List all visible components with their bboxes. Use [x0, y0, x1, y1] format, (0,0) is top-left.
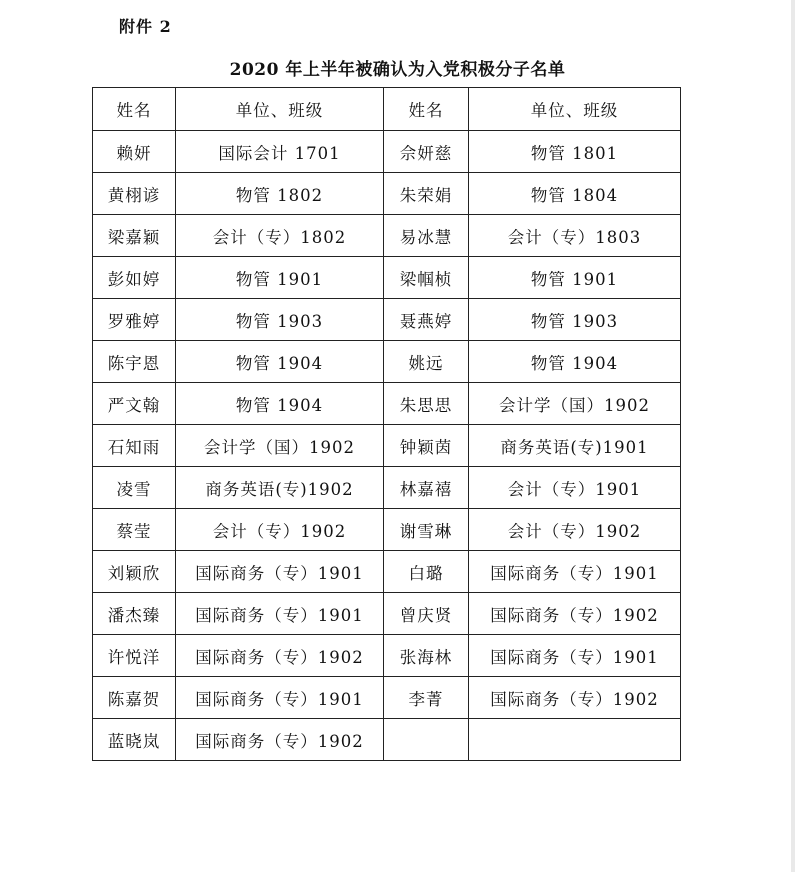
unit-cell: 物管 1802 [176, 173, 384, 215]
name-cell: 蓝晓岚 [93, 719, 176, 761]
attachment-label: 附件 2 [119, 17, 172, 36]
name-cell: 姚远 [384, 341, 469, 383]
name-cell: 许悦洋 [93, 635, 176, 677]
unit-cell: 国际商务（专）1901 [469, 635, 681, 677]
name-cell: 凌雪 [93, 467, 176, 509]
unit-cell: 国际商务（专）1901 [176, 677, 384, 719]
unit-cell: 会计（专）1802 [176, 215, 384, 257]
name-cell: 陈宇恩 [93, 341, 176, 383]
table-row [93, 635, 681, 677]
unit-cell: 国际商务（专）1902 [176, 719, 384, 761]
name-cell: 刘颖欣 [93, 551, 176, 593]
header-unit-2: 单位、班级 [469, 88, 681, 131]
document-title: 2020 年上半年被确认为入党积极分子名单 [229, 60, 566, 80]
unit-cell: 国际商务（专）1902 [469, 593, 681, 635]
unit-cell [469, 719, 681, 761]
name-cell: 聂燕婷 [384, 299, 469, 341]
name-cell: 易冰慧 [384, 215, 469, 257]
table-row [93, 593, 681, 635]
table-row [93, 299, 681, 341]
name-cell: 李菁 [384, 677, 469, 719]
unit-cell: 物管 1903 [469, 299, 681, 341]
unit-cell: 会计（专）1901 [469, 467, 681, 509]
name-cell: 谢雪琳 [384, 509, 469, 551]
table-row [93, 215, 681, 257]
unit-cell: 物管 1904 [176, 341, 384, 383]
table-row [93, 257, 681, 299]
name-cell: 潘杰臻 [93, 593, 176, 635]
name-cell: 赖妍 [93, 131, 176, 173]
header-name-2: 姓名 [384, 88, 469, 131]
table-row [93, 509, 681, 551]
unit-cell: 国际商务（专）1901 [469, 551, 681, 593]
unit-cell: 国际会计 1701 [176, 131, 384, 173]
unit-cell: 会计学（国）1902 [469, 383, 681, 425]
name-cell: 林嘉禧 [384, 467, 469, 509]
unit-cell: 商务英语(专)1902 [176, 467, 384, 509]
unit-cell: 国际商务（专）1902 [176, 635, 384, 677]
table-row [93, 173, 681, 215]
unit-cell: 商务英语(专)1901 [469, 425, 681, 467]
table-row [93, 719, 681, 761]
unit-cell: 物管 1901 [469, 257, 681, 299]
unit-cell: 物管 1903 [176, 299, 384, 341]
header-name-1: 姓名 [93, 88, 176, 131]
name-cell: 曾庆贤 [384, 593, 469, 635]
roster-body [93, 131, 681, 761]
unit-cell: 物管 1801 [469, 131, 681, 173]
header-row [93, 88, 681, 131]
name-cell: 朱思思 [384, 383, 469, 425]
name-cell: 钟颖茵 [384, 425, 469, 467]
name-cell: 严文翰 [93, 383, 176, 425]
unit-cell: 国际商务（专）1902 [469, 677, 681, 719]
name-cell: 白璐 [384, 551, 469, 593]
table-row [93, 341, 681, 383]
name-cell: 张海林 [384, 635, 469, 677]
unit-cell: 物管 1804 [469, 173, 681, 215]
name-cell: 彭如婷 [93, 257, 176, 299]
unit-cell: 会计学（国）1902 [176, 425, 384, 467]
table-row [93, 131, 681, 173]
unit-cell: 会计（专）1902 [176, 509, 384, 551]
roster-table [92, 87, 681, 761]
name-cell: 黄栩谚 [93, 173, 176, 215]
page-edge [791, 0, 795, 872]
name-cell [384, 719, 469, 761]
table-row [93, 383, 681, 425]
name-cell: 陈嘉贺 [93, 677, 176, 719]
name-cell: 朱荣娟 [384, 173, 469, 215]
unit-cell: 物管 1904 [176, 383, 384, 425]
unit-cell: 国际商务（专）1901 [176, 593, 384, 635]
unit-cell: 物管 1901 [176, 257, 384, 299]
header-unit-1: 单位、班级 [176, 88, 384, 131]
unit-cell: 会计（专）1803 [469, 215, 681, 257]
name-cell: 石知雨 [93, 425, 176, 467]
table-row [93, 551, 681, 593]
name-cell: 梁帼桢 [384, 257, 469, 299]
name-cell: 佘妍慈 [384, 131, 469, 173]
name-cell: 蔡莹 [93, 509, 176, 551]
unit-cell: 国际商务（专）1901 [176, 551, 384, 593]
name-cell: 梁嘉颖 [93, 215, 176, 257]
name-cell: 罗雅婷 [93, 299, 176, 341]
table-row [93, 677, 681, 719]
unit-cell: 会计（专）1902 [469, 509, 681, 551]
table-row [93, 425, 681, 467]
table-row [93, 467, 681, 509]
unit-cell: 物管 1904 [469, 341, 681, 383]
